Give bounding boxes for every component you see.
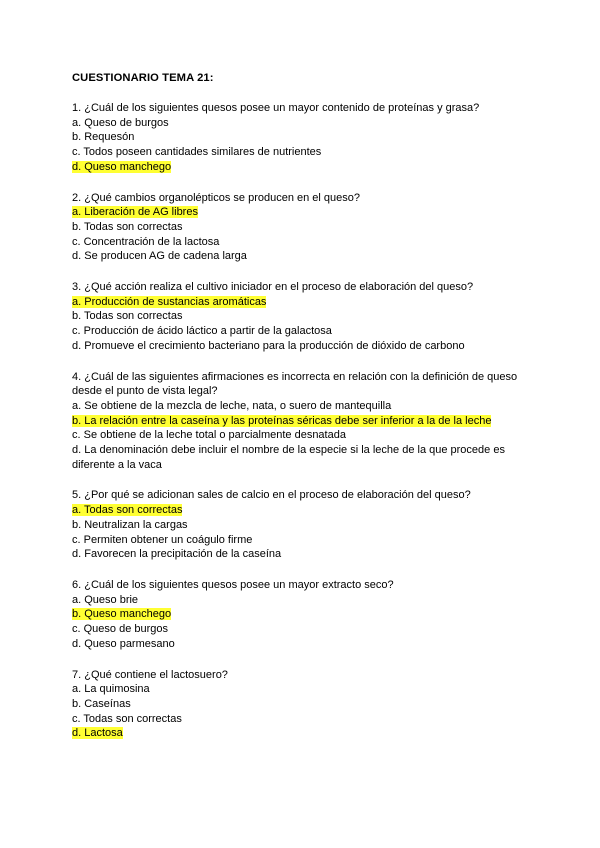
question-text: 5. ¿Por qué se adicionan sales de calcio en el proceso de elaboración del queso? [72, 489, 471, 502]
answer-option [72, 682, 532, 697]
question-text: 2. ¿Qué cambios organolépticos se producen en el queso? [72, 191, 361, 204]
answer-option [72, 518, 532, 533]
question-text: 3. ¿Qué acción realiza el cultivo iniciador en el proceso de elaboración del queso? [72, 281, 474, 294]
highlighted-answer: a. Todas son correctas [72, 504, 183, 517]
answer-option [72, 697, 532, 712]
answer-text: c. Concentración de la lactosa [72, 235, 220, 248]
question-text: 7. ¿Qué contiene el lactosuero? [72, 668, 228, 681]
answer-option [72, 622, 532, 637]
answer-text: a. Se obtiene de la mezcla de leche, nata, o suero de mantequilla [72, 399, 392, 412]
answer-text: d. Promueve el crecimiento bacteriano para la producción de dióxido de carbono [72, 339, 465, 352]
answer-text: c. Todos poseen cantidades similares de nutrientes [72, 146, 322, 159]
answer-option-correct [72, 160, 532, 175]
answer-text: c. Permiten obtener un coágulo firme [72, 533, 253, 546]
answer-text: c. Todas son correctas [72, 712, 182, 725]
answer-option [72, 428, 532, 443]
highlighted-answer: d. Lactosa [72, 727, 123, 740]
answer-text: a. Queso de burgos [72, 116, 169, 129]
question-2 [72, 191, 532, 265]
highlighted-answer: b. La relación entre la caseína y las proteínas séricas debe ser inferior a la de la leche [72, 414, 492, 427]
answer-option [72, 249, 532, 264]
answer-text: c. Se obtiene de la leche total o parcialmente desnatada [72, 429, 346, 442]
answer-option-correct [72, 503, 532, 518]
answer-text: d. Queso parmesano [72, 637, 175, 650]
answer-option [72, 533, 532, 548]
answer-text: b. Neutralizan la cargas [72, 518, 188, 531]
highlighted-answer: b. Queso manchego [72, 608, 172, 621]
answer-text: c. Producción de ácido láctico a partir de la galactosa [72, 325, 332, 338]
answer-option [72, 547, 532, 562]
question-1 [72, 101, 532, 175]
answer-text: b. Caseínas [72, 697, 131, 710]
answer-option [72, 220, 532, 235]
answer-option [72, 712, 532, 727]
question-text: 4. ¿Cuál de las siguientes afirmaciones es incorrecta en relación con la definición de queso desde el punto de vista legal? [72, 370, 518, 398]
answer-text: d. Se producen AG de cadena larga [72, 250, 247, 263]
answer-text: c. Queso de burgos [72, 623, 169, 636]
answer-option-correct [72, 295, 532, 310]
highlighted-answer: a. Producción de sustancias aromáticas [72, 295, 267, 308]
answer-text: b. Todas son correctas [72, 220, 183, 233]
answer-option [72, 235, 532, 250]
quiz-content [72, 71, 532, 741]
highlighted-answer: d. Queso manchego [72, 160, 172, 173]
answer-option [72, 443, 532, 472]
answer-option [72, 116, 532, 131]
highlighted-answer: a. Liberación de AG libres [72, 206, 198, 219]
answer-text: b. Requesón [72, 131, 135, 144]
quiz-title: CUESTIONARIO TEMA 21: [72, 72, 214, 84]
answer-option [72, 145, 532, 160]
answer-option-correct [72, 726, 532, 741]
answer-option [72, 324, 532, 339]
answer-option [72, 339, 532, 354]
question-text: 6. ¿Cuál de los siguientes quesos posee un mayor extracto seco? [72, 578, 394, 591]
answer-option-correct [72, 414, 532, 429]
answer-text: b. Todas son correctas [72, 310, 183, 323]
answer-text: a. La quimosina [72, 683, 150, 696]
answer-option-correct [72, 205, 532, 220]
question-text: 1. ¿Cuál de los siguientes quesos posee un mayor contenido de proteínas y grasa? [72, 102, 480, 114]
answer-option-correct [72, 607, 532, 622]
question-7 [72, 668, 532, 742]
answer-text: a. Queso brie [72, 593, 139, 606]
answer-option [72, 399, 532, 414]
question-5 [72, 488, 532, 562]
question-6 [72, 578, 532, 652]
answer-text: d. Favorecen la precipitación de la caseína [72, 548, 282, 561]
answer-option [72, 593, 532, 608]
answer-option [72, 130, 532, 145]
answer-option [72, 309, 532, 324]
question-3 [72, 280, 532, 354]
answer-option [72, 637, 532, 652]
answer-text: d. La denominación debe incluir el nombre de la especie si la leche de la que procede es diferente a la vaca [72, 444, 505, 471]
question-4 [72, 370, 532, 473]
